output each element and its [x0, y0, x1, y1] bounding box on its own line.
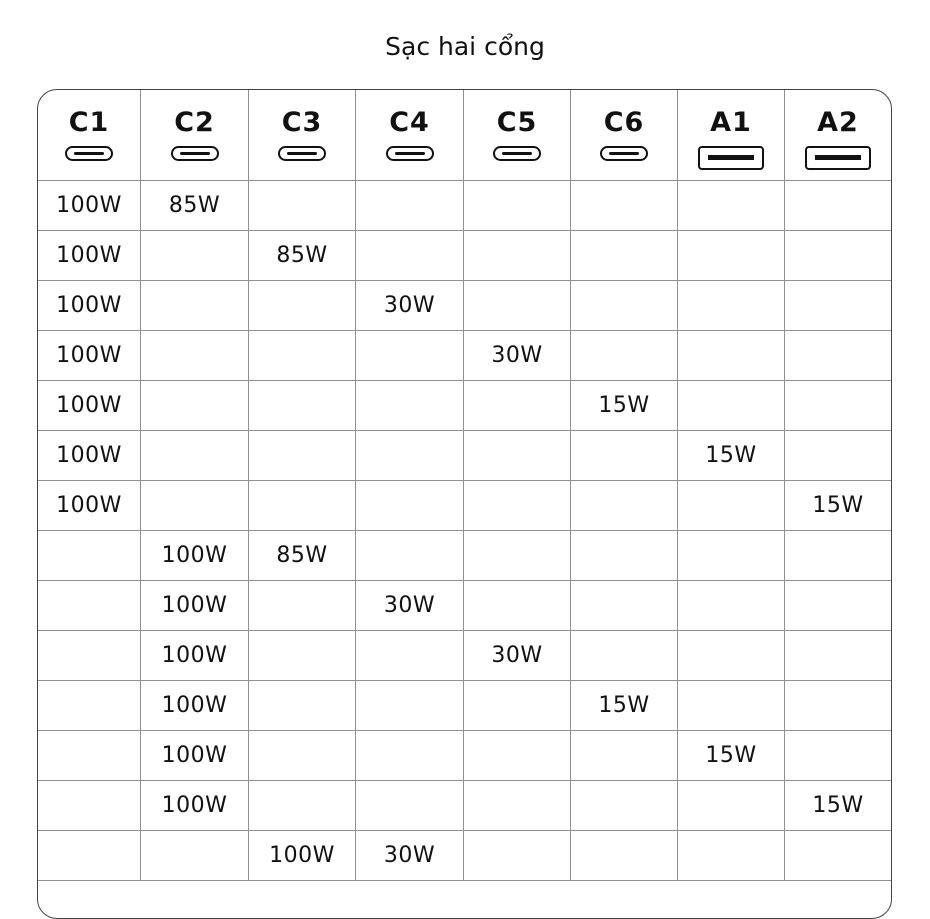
port-header-c2 [141, 90, 249, 181]
port-label: A2 [817, 107, 859, 138]
power-cell [678, 681, 785, 731]
power-cell [571, 531, 678, 581]
power-cell [141, 331, 249, 381]
power-cell [38, 681, 141, 731]
usb-c-port-icon [65, 146, 113, 161]
power-cell: 100W [38, 181, 141, 231]
power-cell: 100W [141, 681, 249, 731]
power-cell [249, 781, 356, 831]
power-cell [249, 481, 356, 531]
port-header-c6 [571, 90, 678, 181]
port-header-a2 [785, 90, 892, 181]
power-cell [571, 581, 678, 631]
power-cell [141, 231, 249, 281]
power-cell [571, 731, 678, 781]
power-cell: 15W [571, 681, 678, 731]
power-cell [464, 581, 571, 631]
usb-a-port-icon [805, 146, 871, 170]
power-cell [785, 331, 892, 381]
power-cell [571, 231, 678, 281]
power-cell [785, 831, 892, 881]
power-cell [571, 631, 678, 681]
table-row [38, 431, 892, 481]
power-cell [356, 781, 464, 831]
power-cell [141, 281, 249, 331]
power-cell [571, 331, 678, 381]
usb-c-port-icon [386, 146, 434, 161]
power-cell: 100W [38, 431, 141, 481]
port-label: C6 [603, 107, 645, 138]
power-cell [678, 331, 785, 381]
charging-table [37, 89, 892, 881]
power-cell [356, 731, 464, 781]
power-cell [785, 531, 892, 581]
power-cell [249, 331, 356, 381]
power-cell [571, 481, 678, 531]
power-cell: 100W [38, 331, 141, 381]
power-cell [785, 431, 892, 481]
power-cell [464, 731, 571, 781]
power-cell [678, 781, 785, 831]
port-label: C3 [281, 107, 323, 138]
power-cell [678, 631, 785, 681]
power-cell [249, 381, 356, 431]
usb-c-port-icon [600, 146, 648, 161]
power-cell: 15W [785, 481, 892, 531]
power-cell: 30W [356, 281, 464, 331]
table-row [38, 731, 892, 781]
table-body [38, 181, 892, 881]
header-row [38, 90, 892, 181]
power-cell: 15W [571, 381, 678, 431]
power-cell [678, 281, 785, 331]
power-cell [571, 831, 678, 881]
usb-c-port-icon [171, 146, 219, 161]
power-cell [141, 481, 249, 531]
power-cell: 85W [249, 231, 356, 281]
power-cell [249, 181, 356, 231]
table-row [38, 631, 892, 681]
power-cell [464, 681, 571, 731]
power-cell: 100W [141, 731, 249, 781]
power-cell: 100W [141, 781, 249, 831]
table-row [38, 331, 892, 381]
usb-c-port-icon [278, 146, 326, 161]
table-row [38, 781, 892, 831]
power-cell [356, 531, 464, 581]
power-cell [249, 631, 356, 681]
table-row [38, 381, 892, 431]
power-cell: 85W [141, 181, 249, 231]
table-row [38, 681, 892, 731]
power-cell [464, 281, 571, 331]
power-cell: 15W [678, 431, 785, 481]
power-cell [249, 281, 356, 331]
power-cell [571, 181, 678, 231]
table-row [38, 481, 892, 531]
power-cell [249, 431, 356, 481]
port-label: C1 [68, 107, 110, 138]
power-cell: 100W [141, 631, 249, 681]
power-cell [678, 231, 785, 281]
power-cell [678, 481, 785, 531]
power-cell [464, 231, 571, 281]
power-cell: 30W [356, 831, 464, 881]
power-cell [38, 781, 141, 831]
port-header-a1 [678, 90, 785, 181]
power-cell: 15W [785, 781, 892, 831]
power-cell [141, 381, 249, 431]
usb-c-port-icon [493, 146, 541, 161]
power-cell: 100W [38, 481, 141, 531]
power-cell: 100W [38, 231, 141, 281]
power-cell [464, 831, 571, 881]
power-cell [356, 481, 464, 531]
table-row [38, 231, 892, 281]
power-cell [464, 781, 571, 831]
power-cell [356, 681, 464, 731]
power-cell [356, 331, 464, 381]
power-cell [785, 181, 892, 231]
power-cell: 15W [678, 731, 785, 781]
power-cell [464, 531, 571, 581]
power-cell [249, 681, 356, 731]
power-cell [356, 181, 464, 231]
table-row [38, 831, 892, 881]
power-cell [38, 531, 141, 581]
power-cell [38, 731, 141, 781]
table-row [38, 581, 892, 631]
power-cell: 100W [249, 831, 356, 881]
port-label: C4 [389, 107, 430, 138]
table-row [38, 531, 892, 581]
power-cell [38, 581, 141, 631]
power-cell [464, 431, 571, 481]
port-label: A1 [710, 107, 752, 138]
power-cell [678, 381, 785, 431]
power-cell [356, 231, 464, 281]
power-cell [38, 631, 141, 681]
power-cell [785, 581, 892, 631]
power-cell [464, 381, 571, 431]
port-label: C5 [496, 107, 538, 138]
power-cell: 85W [249, 531, 356, 581]
power-cell [141, 831, 249, 881]
port-label: C2 [174, 107, 215, 138]
power-cell: 30W [356, 581, 464, 631]
power-cell [464, 181, 571, 231]
power-cell [464, 481, 571, 531]
page-title: Sạc hai cổng [385, 32, 545, 61]
power-cell: 100W [38, 381, 141, 431]
port-header-c3 [249, 90, 356, 181]
usb-a-port-icon [698, 146, 764, 170]
power-cell [249, 731, 356, 781]
power-cell [785, 731, 892, 781]
power-cell [571, 281, 678, 331]
power-cell [785, 231, 892, 281]
power-cell: 30W [464, 331, 571, 381]
power-cell [785, 281, 892, 331]
power-cell: 100W [141, 531, 249, 581]
power-cell: 100W [141, 581, 249, 631]
power-cell [785, 631, 892, 681]
power-cell: 30W [464, 631, 571, 681]
table-row [38, 281, 892, 331]
power-cell [356, 431, 464, 481]
port-header-c5 [464, 90, 571, 181]
power-cell [571, 431, 678, 481]
power-cell [249, 581, 356, 631]
power-cell [571, 781, 678, 831]
power-cell [785, 381, 892, 431]
dual-port-charging-table [37, 89, 892, 919]
power-cell [678, 181, 785, 231]
power-cell [356, 381, 464, 431]
power-cell [785, 681, 892, 731]
table-row [38, 181, 892, 231]
power-cell [678, 581, 785, 631]
port-header-c1 [38, 90, 141, 181]
power-cell [38, 831, 141, 881]
power-cell [678, 831, 785, 881]
power-cell [356, 631, 464, 681]
power-cell [141, 431, 249, 481]
power-cell: 100W [38, 281, 141, 331]
port-header-c4 [356, 90, 464, 181]
power-cell [678, 531, 785, 581]
